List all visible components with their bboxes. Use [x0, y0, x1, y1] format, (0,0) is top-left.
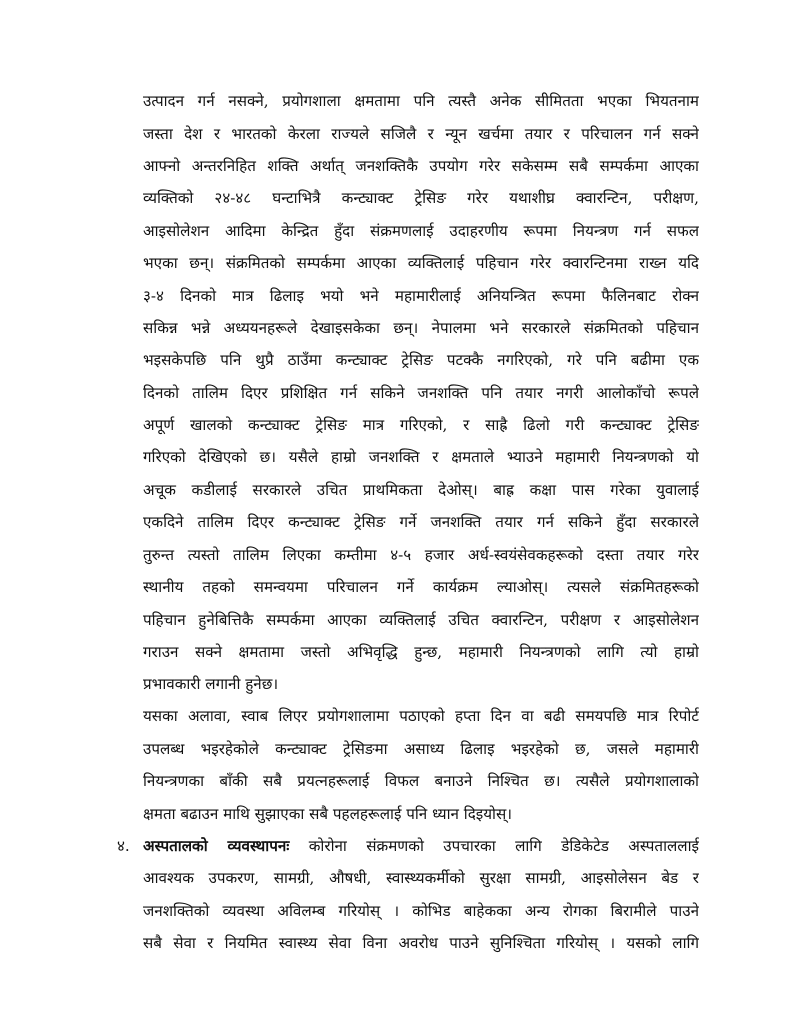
list-item-heading: अस्पतालको व्यवस्थापनः [143, 837, 290, 855]
paragraph-line: नियन्त्रणका बाँकी सबै प्रयत्नहरूलाई विफल बनाउने निश्चित छ। त्यसैले प्रयोगशालाको [143, 772, 699, 790]
paragraph-line: तुरुन्त त्यस्तो तालिम लिएका कम्तीमा ४-५ हजार अर्ध-स्वयंसेवकहरूको दस्ता तयार गरेर [143, 546, 699, 564]
paragraph-line: आफ्नो अन्तरनिहित शक्ति अर्थात् जनशक्तिकै उपयोग गरेर सकेसम्म सबै सम्पर्कमा आएका [143, 157, 699, 175]
paragraph-line: दिनको तालिम दिएर प्रशिक्षित गर्न सकिने जनशक्ति पनि तयार नगरी आलोकाँचो रूपले [143, 384, 699, 402]
paragraph-line: जस्ता देश र भारतको केरला राज्यले सजिलै र न्यून खर्चमा तयार र परिचालन गर्न सक्ने [143, 125, 699, 143]
list-item-first-line-text: कोरोना संक्रमणको उपचारका लागि डेडिकेटेड अस्पताललाई [289, 837, 699, 855]
paragraph-line: स्थानीय तहको समन्वयमा परिचालन गर्ने कार्यक्रम ल्याओस्। त्यसले संक्रमितहरूको [143, 578, 699, 596]
list-item-line: सबै सेवा र नियमित स्वास्थ्य सेवा विना अवरोध पाउने सुनिश्चिता गरियोस् । यसको लागि [143, 934, 699, 952]
list-item-number: ४. [117, 837, 130, 855]
paragraph-line: गराउन सक्ने क्षमतामा जस्तो अभिवृद्धि हुन्छ, महामारी नियन्त्रणको लागि त्यो हाम्रो [143, 643, 699, 661]
paragraph-line: एकदिने तालिम दिएर कन्ट्याक्ट ट्रेसिङ गर्ने जनशक्ति तयार गर्न सकिने हुँदा सरकारले [143, 513, 699, 531]
paragraph-line: पहिचान हुनेबित्तिकै सम्पर्कमा आएका व्यक्तिलाई उचित क्वारन्टिन, परीक्षण र आइसोलेशन [143, 611, 699, 629]
list-item-line: आवश्यक उपकरण, सामग्री, औषधी, स्वास्थ्यकर्मीको सुरक्षा सामग्री, आइसोलेसन बेड र [143, 869, 699, 887]
paragraph-line: क्षमता बढाउन माथि सुझाएका सबै पहलहरूलाई पनि ध्यान दिइयोस्। [143, 805, 512, 823]
paragraph-line: अचूक कडीलाई सरकारले उचित प्राथमिकता देओस्। बाह्र कक्षा पास गरेका युवालाई [143, 481, 699, 499]
paragraph-line: भइसकेपछि पनि थुप्रै ठाउँमा कन्ट्याक्ट ट्रेसिङ पटक्कै नगरिएको, गरे पनि बढीमा एक [143, 351, 699, 369]
paragraph-line: उपलब्ध भइरहेकोले कन्ट्याक्ट ट्रेसिङमा असाध्य ढिलाइ भइरहेको छ, जसले महामारी [143, 740, 699, 758]
paragraph-line: आइसोलेशन आदिमा केन्द्रित हुँदा संक्रमणलाई उदाहरणीय रूपमा नियन्त्रण गर्न सफल [143, 222, 699, 240]
paragraph-line: व्यक्तिको २४-४८ घन्टाभित्रै कन्ट्याक्ट ट्रेसिङ गरेर यथाशीघ्र क्वारन्टिन, परीक्षण, [143, 189, 699, 207]
list-item-first-line [143, 836, 699, 856]
list-item-line: जनशक्तिको व्यवस्था अविलम्ब गरियोस् । कोभिड बाहेकका अन्य रोगका बिरामीले पाउने [143, 902, 699, 920]
paragraph-line: गरिएको देखिएको छ। यसैले हाम्रो जनशक्ति र क्षमताले भ्याउने महामारी नियन्त्रणको यो [143, 448, 699, 466]
paragraph-line: प्रभावकारी लगानी हुनेछ। [143, 675, 279, 693]
paragraph-line: सकिन्न भन्ने अध्ययनहरूले देखाइसकेका छन्। नेपालमा भने सरकारले संक्रमितको पहिचान [143, 319, 699, 337]
paragraph-line: भएका छन्। संक्रमितको सम्पर्कमा आएका व्यक्तिलाई पहिचान गरेर क्वारन्टिनमा राख्न यदि [143, 254, 699, 272]
paragraph-line: यसका अलावा, स्वाब लिएर प्रयोगशालामा पठाएको हप्ता दिन वा बढी समयपछि मात्र रिपोर्ट [143, 707, 699, 725]
paragraph-line: ३-४ दिनको मात्र ढिलाइ भयो भने महामारीलाई अनियन्त्रित रूपमा फैलिनबाट रोक्न [143, 287, 699, 305]
paragraph-line: अपूर्ण खालको कन्ट्याक्ट ट्रेसिङ मात्र गरिएको, र साह्रै ढिलो गरी कन्ट्याक्ट ट्रेसिङ [143, 416, 699, 434]
paragraph-line: उत्पादन गर्न नसक्ने, प्रयोगशाला क्षमतामा पनि त्यस्तै अनेक सीमितता भएका भियतनाम [143, 92, 699, 110]
